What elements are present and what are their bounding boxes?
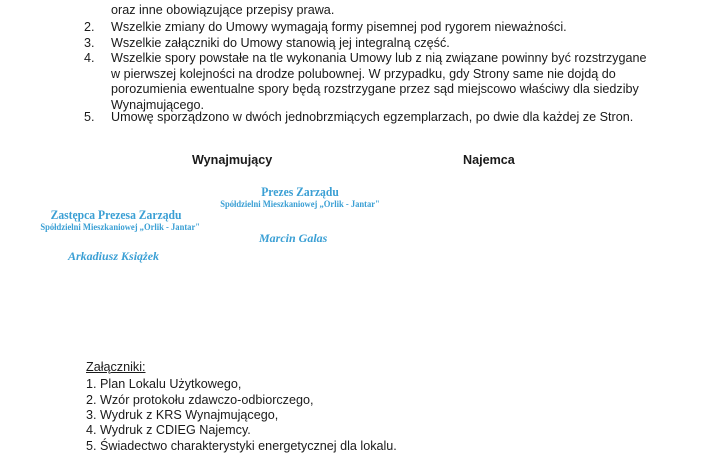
clause-line: oraz inne obowiązujące przepisy prawa. <box>111 3 335 17</box>
clause-line: Wszelkie zmiany do Umowy wymagają formy pisemnej pod rygorem nieważności. <box>111 20 567 34</box>
attachment-item: 3. Wydruk z KRS Wynajmującego, <box>86 408 279 422</box>
attachment-item: 4. Wydruk z CDIEG Najemcy. <box>86 423 251 437</box>
stamp-title: Prezes Zarządu <box>261 185 339 199</box>
clause-line: Wszelkie spory powstałe na tle wykonania Umowy lub z nią związane powinny być rozstrzygane <box>111 51 647 65</box>
clause-text <box>111 20 651 36</box>
tenant-label: Najemca <box>463 153 515 167</box>
attachments-heading: Załączniki: <box>86 360 146 374</box>
clause-text <box>111 3 651 19</box>
vice-president-signature: Arkadiusz Książek <box>68 249 160 263</box>
attachment-item: 2. Wzór protokołu zdawczo-odbiorczego, <box>86 393 314 407</box>
clause-text <box>111 51 651 113</box>
stamp-title: Zastępca Prezesa Zarządu <box>50 208 182 222</box>
vice-president-stamp <box>32 208 200 234</box>
clause-text <box>111 110 651 126</box>
clause-line: porozumienia ewentualne spory będą rozstrzygane przez sąd miejscowo właściwy dla siedziby <box>111 82 639 96</box>
clause-number: 5. <box>84 110 95 124</box>
attachment-item: 1. Plan Lokalu Użytkowego, <box>86 377 242 391</box>
clause-line: Umowę sporządzono w dwóch jednobrzmiących egzemplarzach, po dwie dla każdej ze Stron. <box>111 110 634 124</box>
clause-text <box>111 36 651 52</box>
stamp-organization: Spółdzielni Mieszkaniowej „Orlik - Jantar" <box>220 200 380 210</box>
president-stamp <box>210 185 390 211</box>
clause-line: w pierwszej kolejności na drodze polubownej. W przypadku, gdy Strony same nie dojdą do <box>111 66 616 81</box>
clause-line: Wszelkie załączniki do Umowy stanowią jej integralną część. <box>111 36 450 50</box>
stamp-organization: Spółdzielni Mieszkaniowej „Orlik - Jantar" <box>40 223 200 233</box>
attachment-item: 5. Świadectwo charakterystyki energetycznej dla lokalu. <box>86 439 397 453</box>
clause-number: 3. <box>84 36 95 50</box>
landlord-label: Wynajmujący <box>192 153 273 167</box>
president-signature: Marcin Galas <box>259 231 328 245</box>
clause-line: Wynajmującego. <box>111 97 204 112</box>
clause-number: 2. <box>84 20 95 34</box>
clause-number: 4. <box>84 51 95 65</box>
